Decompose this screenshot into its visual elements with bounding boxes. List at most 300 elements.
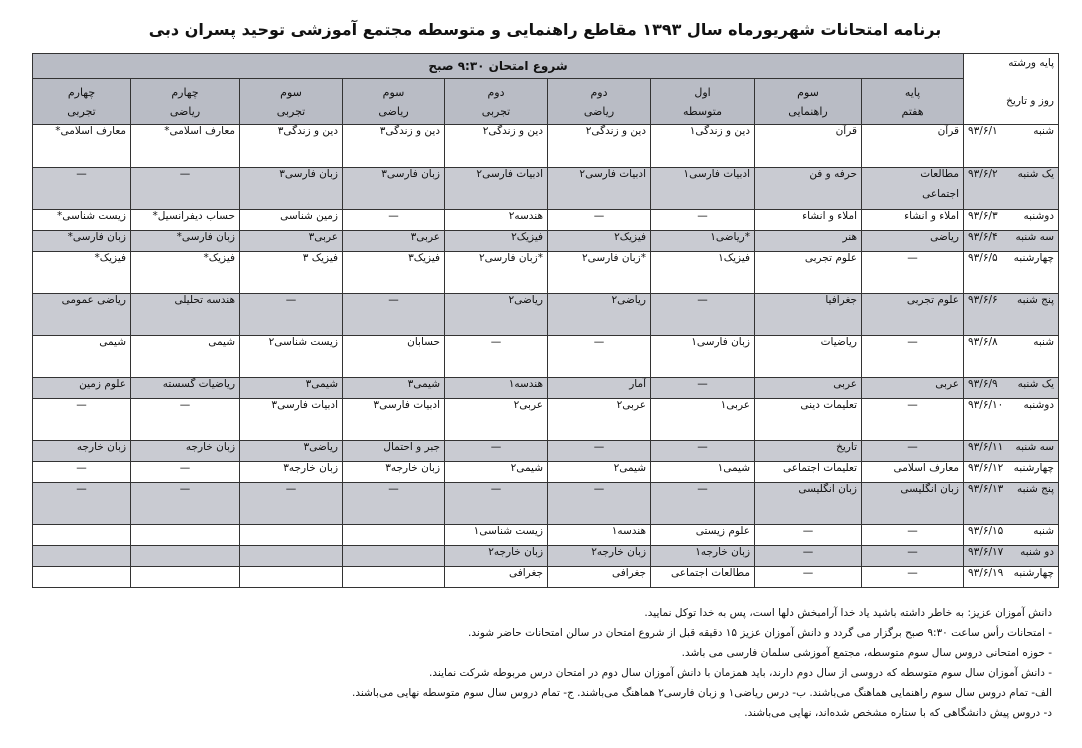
subject-name: — <box>388 483 399 495</box>
subject-name: — <box>388 294 399 306</box>
subject-cell <box>240 125 343 168</box>
subject-name: آمار <box>629 378 647 390</box>
subject-name: حسابان <box>407 336 441 348</box>
day-name: یک شنبه <box>1017 378 1055 390</box>
corner-top-label: پایه ورشته <box>1008 57 1055 69</box>
start-time-header: شروع امتحان ۹:۳۰ صبح <box>33 54 964 79</box>
subject-cell <box>548 567 651 588</box>
subject-cell <box>343 441 445 462</box>
subject-name: زبان خارجه۳ <box>385 462 441 474</box>
day-date-cell <box>964 168 1059 210</box>
subject-name: شیمی۲ <box>510 462 544 474</box>
day-name: شنبه <box>1033 525 1055 537</box>
subject-name: دین و زندگی۳ <box>277 125 339 137</box>
subject-name: ریاضی۲ <box>508 294 544 306</box>
subject-cell <box>33 546 131 567</box>
day-date-cell <box>964 294 1059 336</box>
subject-cell <box>131 231 240 252</box>
subject-cell <box>862 231 964 252</box>
subject-name: — <box>802 567 814 579</box>
column-header-line: متوسطه <box>682 104 723 118</box>
subject-cell <box>33 441 131 462</box>
exam-date: ۹۳/۶/۵ <box>968 252 998 264</box>
subject-cell <box>33 462 131 483</box>
day-date-cell <box>964 525 1059 546</box>
subject-cell <box>445 546 548 567</box>
subject-cell <box>445 567 548 588</box>
subject-cell <box>651 546 755 567</box>
subject-cell <box>651 231 755 252</box>
subject-cell <box>755 399 862 441</box>
column-header <box>33 79 131 125</box>
subject-name: فیزیک* <box>94 252 127 264</box>
subject-name: زیست شناسی* <box>57 210 127 222</box>
subject-cell <box>240 168 343 210</box>
subject-name: زبان فارسی۱ <box>691 336 751 348</box>
subject-name: زبان خارجه <box>76 441 127 453</box>
day-name: شنبه <box>1033 336 1055 348</box>
table-row <box>33 294 1059 336</box>
day-name: پنج شنبه <box>1017 483 1055 495</box>
subject-name: — <box>697 483 708 495</box>
subject-name: عربی۲ <box>616 399 647 411</box>
subject-cell <box>548 462 651 483</box>
subject-name: فیزیک* <box>203 252 236 264</box>
subject-cell <box>651 399 755 441</box>
column-header-line: دوم <box>487 85 505 99</box>
subject-cell <box>651 441 755 462</box>
subject-name: حساب دیفرانسیل* <box>152 210 236 222</box>
subject-cell <box>445 378 548 399</box>
subject-name: تاریخ <box>836 441 858 453</box>
subject-name: — <box>697 210 708 222</box>
subject-name: دین و زندگی۲ <box>585 125 647 137</box>
subject-cell <box>755 252 862 294</box>
table-row <box>33 210 1059 231</box>
subject-name: فیزیک۳ <box>408 252 441 264</box>
subject-cell <box>445 231 548 252</box>
subject-cell <box>862 336 964 378</box>
subject-name: شیمی۲ <box>613 462 647 474</box>
subject-cell <box>862 462 964 483</box>
day-name: یک شنبه <box>1017 168 1055 180</box>
subject-name: عربی۱ <box>720 399 751 411</box>
subject-cell <box>240 546 343 567</box>
day-date-cell <box>964 336 1059 378</box>
subject-name: شیمی۳ <box>407 378 441 390</box>
day-date-cell <box>964 462 1059 483</box>
subject-cell <box>33 294 131 336</box>
subject-cell <box>445 210 548 231</box>
subject-name: — <box>76 462 87 474</box>
subject-cell <box>131 168 240 210</box>
subject-cell <box>240 399 343 441</box>
column-header-line: ریاضی <box>169 104 201 118</box>
subject-cell <box>548 210 651 231</box>
table-row <box>33 462 1059 483</box>
day-date-cell <box>964 252 1059 294</box>
subject-cell <box>343 252 445 294</box>
subject-cell <box>240 231 343 252</box>
column-header-line: تجربی <box>481 104 511 118</box>
column-header-line: سوم <box>280 85 302 99</box>
subject-cell <box>651 336 755 378</box>
day-name: سه شنبه <box>1015 231 1055 243</box>
exam-date: ۹۳/۶/۱۹ <box>968 567 1004 579</box>
column-header <box>131 79 240 125</box>
subject-cell <box>343 336 445 378</box>
column-header-line: دوم <box>590 85 608 99</box>
subject-cell <box>343 525 445 546</box>
subject-cell <box>240 441 343 462</box>
note-line: دانش آموزان عزیز: به خاطر داشته باشید یاد خدا آرامبخش دلها است، پس به خدا توکل نمایید. <box>644 607 1052 619</box>
column-header-line: چهارم <box>171 85 199 99</box>
subject-cell <box>33 525 131 546</box>
subject-cell <box>131 378 240 399</box>
subject-name: زبان خارجه۱ <box>695 546 751 558</box>
subject-cell <box>548 399 651 441</box>
subject-cell <box>240 483 343 525</box>
table-row <box>33 378 1059 399</box>
subject-cell <box>445 462 548 483</box>
subject-name: ادبیات فارسی۲ <box>476 168 544 180</box>
subject-cell <box>343 462 445 483</box>
exam-date: ۹۳/۶/۱۲ <box>968 462 1004 474</box>
exam-date: ۹۳/۶/۱۰ <box>968 399 1004 411</box>
subject-name: — <box>907 399 918 411</box>
subject-name: زمین شناسی <box>280 210 339 222</box>
subject-cell <box>33 378 131 399</box>
subject-name: دین و زندگی۱ <box>689 125 751 137</box>
subject-cell <box>755 378 862 399</box>
subject-cell <box>131 546 240 567</box>
column-header-line: پایه <box>904 85 921 99</box>
subject-cell <box>755 525 862 546</box>
subject-cell <box>131 525 240 546</box>
subject-name: ادبیات فارسی۱ <box>683 168 751 180</box>
subject-cell <box>131 567 240 588</box>
day-name: دو شنبه <box>1020 546 1055 558</box>
subject-cell <box>862 168 964 210</box>
subject-cell <box>33 168 131 210</box>
day-date-cell <box>964 378 1059 399</box>
subject-cell <box>862 546 964 567</box>
subject-name: — <box>907 441 918 453</box>
subject-name: عربی <box>833 378 858 390</box>
table-row <box>33 483 1059 525</box>
exam-date: ۹۳/۶/۱ <box>968 125 998 137</box>
subject-name: دین و زندگی۲ <box>482 125 544 137</box>
subject-cell <box>862 378 964 399</box>
subject-name: — <box>697 294 708 306</box>
exam-date: ۹۳/۶/۳ <box>968 210 998 222</box>
subject-name: هندسه۱ <box>611 525 647 537</box>
exam-date: ۹۳/۶/۱۵ <box>968 525 1004 537</box>
subject-name: — <box>593 483 605 495</box>
subject-name: زبان فارسی۳ <box>381 168 441 180</box>
subject-cell <box>343 399 445 441</box>
subject-cell <box>445 525 548 546</box>
subject-name: ریاضی <box>930 231 960 243</box>
subject-name: ادبیات فارسی۳ <box>271 399 339 411</box>
subject-cell <box>131 483 240 525</box>
subject-cell <box>343 210 445 231</box>
subject-name: ریاضیات گسسته <box>162 378 236 390</box>
subject-name: — <box>490 441 502 453</box>
subject-name: — <box>593 441 605 453</box>
subject-cell <box>651 252 755 294</box>
subject-cell <box>131 125 240 168</box>
subject-cell <box>240 462 343 483</box>
subject-name: *زبان فارسی۲ <box>479 252 544 264</box>
subject-name: زبان خارجه۳ <box>283 462 339 474</box>
subject-cell <box>445 168 548 210</box>
subject-cell <box>131 441 240 462</box>
notes-section <box>22 603 1052 723</box>
subject-cell <box>862 525 964 546</box>
column-header-line: اول <box>694 85 711 99</box>
subject-cell <box>548 125 651 168</box>
subject-cell <box>755 125 862 168</box>
table-row <box>33 168 1059 210</box>
subject-name: — <box>179 168 191 180</box>
subject-name: معارف اسلامی <box>893 462 960 474</box>
subject-name: — <box>593 210 605 222</box>
subject-name: فیزیک۱ <box>718 252 751 264</box>
day-name: چهارشنبه <box>1013 462 1055 474</box>
table-row <box>33 231 1059 252</box>
subject-name: — <box>490 336 502 348</box>
subject-name: جغرافیا <box>825 294 858 306</box>
subject-cell <box>131 252 240 294</box>
subject-cell <box>651 483 755 525</box>
subject-name: زبان انگلیسی <box>900 483 960 495</box>
subject-cell <box>548 546 651 567</box>
subject-name: زبان خارجه۲ <box>488 546 544 558</box>
subject-name: — <box>285 483 297 495</box>
subject-cell <box>445 294 548 336</box>
day-date-cell <box>964 546 1059 567</box>
subject-name: — <box>697 441 708 453</box>
column-header-line: راهنمایی <box>788 104 828 118</box>
subject-cell <box>445 252 548 294</box>
subject-name: معارف اسلامی* <box>55 125 127 137</box>
subject-cell <box>343 125 445 168</box>
subject-name: ریاضی۲ <box>611 294 647 306</box>
exam-date: ۹۳/۶/۶ <box>968 294 998 306</box>
subject-name: زیست شناسی۲ <box>268 336 339 348</box>
subject-cell <box>755 336 862 378</box>
subject-cell <box>33 231 131 252</box>
column-header-line: تجربی <box>67 104 96 118</box>
subject-name: — <box>76 399 87 411</box>
day-date-cell <box>964 210 1059 231</box>
subject-name: جغرافی <box>508 567 544 579</box>
table-row <box>33 567 1059 588</box>
column-header <box>548 79 651 125</box>
subject-cell <box>862 210 964 231</box>
subject-cell <box>131 399 240 441</box>
day-date-cell <box>964 483 1059 525</box>
subject-name: — <box>490 483 502 495</box>
subject-name: زبان فارسی۳ <box>279 168 339 180</box>
subject-cell <box>240 252 343 294</box>
subject-name: — <box>907 252 918 264</box>
subject-name: — <box>179 483 191 495</box>
subject-cell <box>33 399 131 441</box>
subject-name: ریاضی عمومی <box>61 294 127 306</box>
subject-cell <box>651 168 755 210</box>
subject-name: — <box>593 336 605 348</box>
subject-cell <box>548 231 651 252</box>
subject-cell <box>862 567 964 588</box>
exam-date: ۹۳/۶/۹ <box>968 378 998 390</box>
table-row <box>33 546 1059 567</box>
subject-cell <box>755 567 862 588</box>
day-date-cell <box>964 399 1059 441</box>
subject-name: عربی۳ <box>308 231 339 243</box>
note-line: د- دروس پیش دانشگاهی که با ستاره مشخص شده‌اند، نهایی می‌باشند. <box>744 707 1052 719</box>
page-title: برنامه امتحانات شهریورماه سال ۱۳۹۳ مقاطع راهنمایی و متوسطه مجتمع آموزشی توحید پسران دبی <box>148 20 942 39</box>
subject-cell <box>343 168 445 210</box>
subject-name: فیزیک۲ <box>511 231 544 243</box>
subject-name: فیزیک۲ <box>614 231 647 243</box>
subject-cell <box>548 336 651 378</box>
subject-cell <box>548 441 651 462</box>
subject-cell <box>651 567 755 588</box>
subject-name: — <box>802 525 814 537</box>
exam-date: ۹۳/۶/۱۱ <box>968 441 1004 453</box>
subject-cell <box>862 294 964 336</box>
subject-cell <box>240 294 343 336</box>
subject-cell <box>33 252 131 294</box>
corner-header <box>964 54 1059 125</box>
subject-name: معارف اسلامی* <box>164 125 236 137</box>
schedule-table <box>32 53 1059 588</box>
subject-cell <box>445 483 548 525</box>
subject-name: عربی۳ <box>410 231 441 243</box>
subject-cell <box>548 168 651 210</box>
subject-name: — <box>76 168 87 180</box>
subject-cell <box>651 125 755 168</box>
subject-cell <box>651 378 755 399</box>
subject-cell <box>240 567 343 588</box>
subject-cell <box>755 441 862 462</box>
table-row <box>33 125 1059 168</box>
subject-cell <box>343 546 445 567</box>
subject-cell <box>343 483 445 525</box>
subject-name: — <box>388 210 399 222</box>
subject-name: زبان فارسی* <box>176 231 236 243</box>
day-name: چهارشنبه <box>1013 252 1055 264</box>
subject-name: *ریاضی۱ <box>710 231 751 243</box>
subject-name: دین و زندگی۳ <box>379 125 441 137</box>
subject-name: — <box>76 483 87 495</box>
column-header-line: ریاضی <box>583 104 615 118</box>
subject-name: جغرافی <box>611 567 647 579</box>
subject-name: مطالعات اجتماعی <box>671 567 751 579</box>
subject-cell <box>548 483 651 525</box>
subject-cell <box>33 483 131 525</box>
column-header-line: سوم <box>797 85 819 99</box>
subject-cell <box>445 441 548 462</box>
subject-cell <box>548 252 651 294</box>
subject-cell <box>33 125 131 168</box>
subject-name: — <box>907 336 918 348</box>
subject-name: — <box>179 399 191 411</box>
subject-cell <box>343 378 445 399</box>
subject-name: عربی۲ <box>513 399 544 411</box>
column-header <box>651 79 755 125</box>
exam-date: ۹۳/۶/۴ <box>968 231 998 243</box>
subject-name: — <box>802 546 814 558</box>
exam-date: ۹۳/۶/۱۳ <box>968 483 1004 495</box>
subject-name: علوم زمین <box>79 378 127 390</box>
subject-name: مطالعات <box>920 168 960 180</box>
column-header <box>343 79 445 125</box>
subject-name: هندسه۱ <box>508 378 544 390</box>
note-line: الف- تمام دروس سال سوم راهنمایی هماهنگ می‌باشند. ب- درس ریاضی۱ و زبان فارسی۲ هماهنگ می‌باشند. ج- تمام دروس سال سوم متوسطه نهایی می‌باشند. <box>352 687 1052 699</box>
subject-name: شیمی <box>208 336 236 348</box>
note-line: - حوزه امتحانی دروس سال سوم متوسطه، مجتمع آموزشی سلمان فارسی می باشد. <box>681 647 1052 659</box>
subject-name: جبر و احتمال <box>383 441 441 453</box>
subject-name: زبان خارجه <box>185 441 236 453</box>
subject-name: هندسه۲ <box>508 210 544 222</box>
subject-cell <box>131 210 240 231</box>
column-header-line: ریاضی <box>378 104 409 118</box>
subject-cell <box>445 399 548 441</box>
subject-cell <box>651 462 755 483</box>
subject-cell <box>755 231 862 252</box>
subject-name: زبان انگلیسی <box>798 483 858 495</box>
subject-cell <box>862 399 964 441</box>
subject-name: هنر <box>842 231 858 243</box>
subject-name: ریاضی۳ <box>303 441 339 453</box>
subject-cell <box>131 462 240 483</box>
column-header <box>445 79 548 125</box>
day-name: پنج شنبه <box>1017 294 1055 306</box>
day-name: دوشنبه <box>1023 399 1055 411</box>
column-header-line: تجربی <box>276 104 306 118</box>
subject-name: قرآن <box>835 125 858 137</box>
subject-name: — <box>179 462 191 474</box>
subject-cell <box>755 483 862 525</box>
subject-cell <box>240 210 343 231</box>
subject-name: زبان خارجه۲ <box>591 546 647 558</box>
subject-cell <box>131 294 240 336</box>
subject-name: تعلیمات دینی <box>800 399 858 411</box>
subject-cell <box>862 441 964 462</box>
day-date-cell <box>964 567 1059 588</box>
column-header-line: سوم <box>382 85 405 99</box>
day-name: چهارشنبه <box>1013 567 1055 579</box>
subject-name: عربی <box>935 378 960 390</box>
exam-date: ۹۳/۶/۱۷ <box>968 546 1004 558</box>
subject-cell <box>131 336 240 378</box>
subject-name: علوم زیستی <box>695 525 751 537</box>
subject-cell <box>33 210 131 231</box>
subject-name: علوم تجربی <box>804 252 858 264</box>
subject-name: فیزیک ۳ <box>302 252 339 264</box>
day-date-cell <box>964 441 1059 462</box>
subject-name: قرآن <box>937 125 960 137</box>
subject-cell <box>862 483 964 525</box>
subject-name: ریاضیات <box>820 336 858 348</box>
subject-name: اجتماعی <box>922 188 960 200</box>
day-date-cell <box>964 231 1059 252</box>
subject-cell <box>240 336 343 378</box>
subject-cell <box>445 125 548 168</box>
